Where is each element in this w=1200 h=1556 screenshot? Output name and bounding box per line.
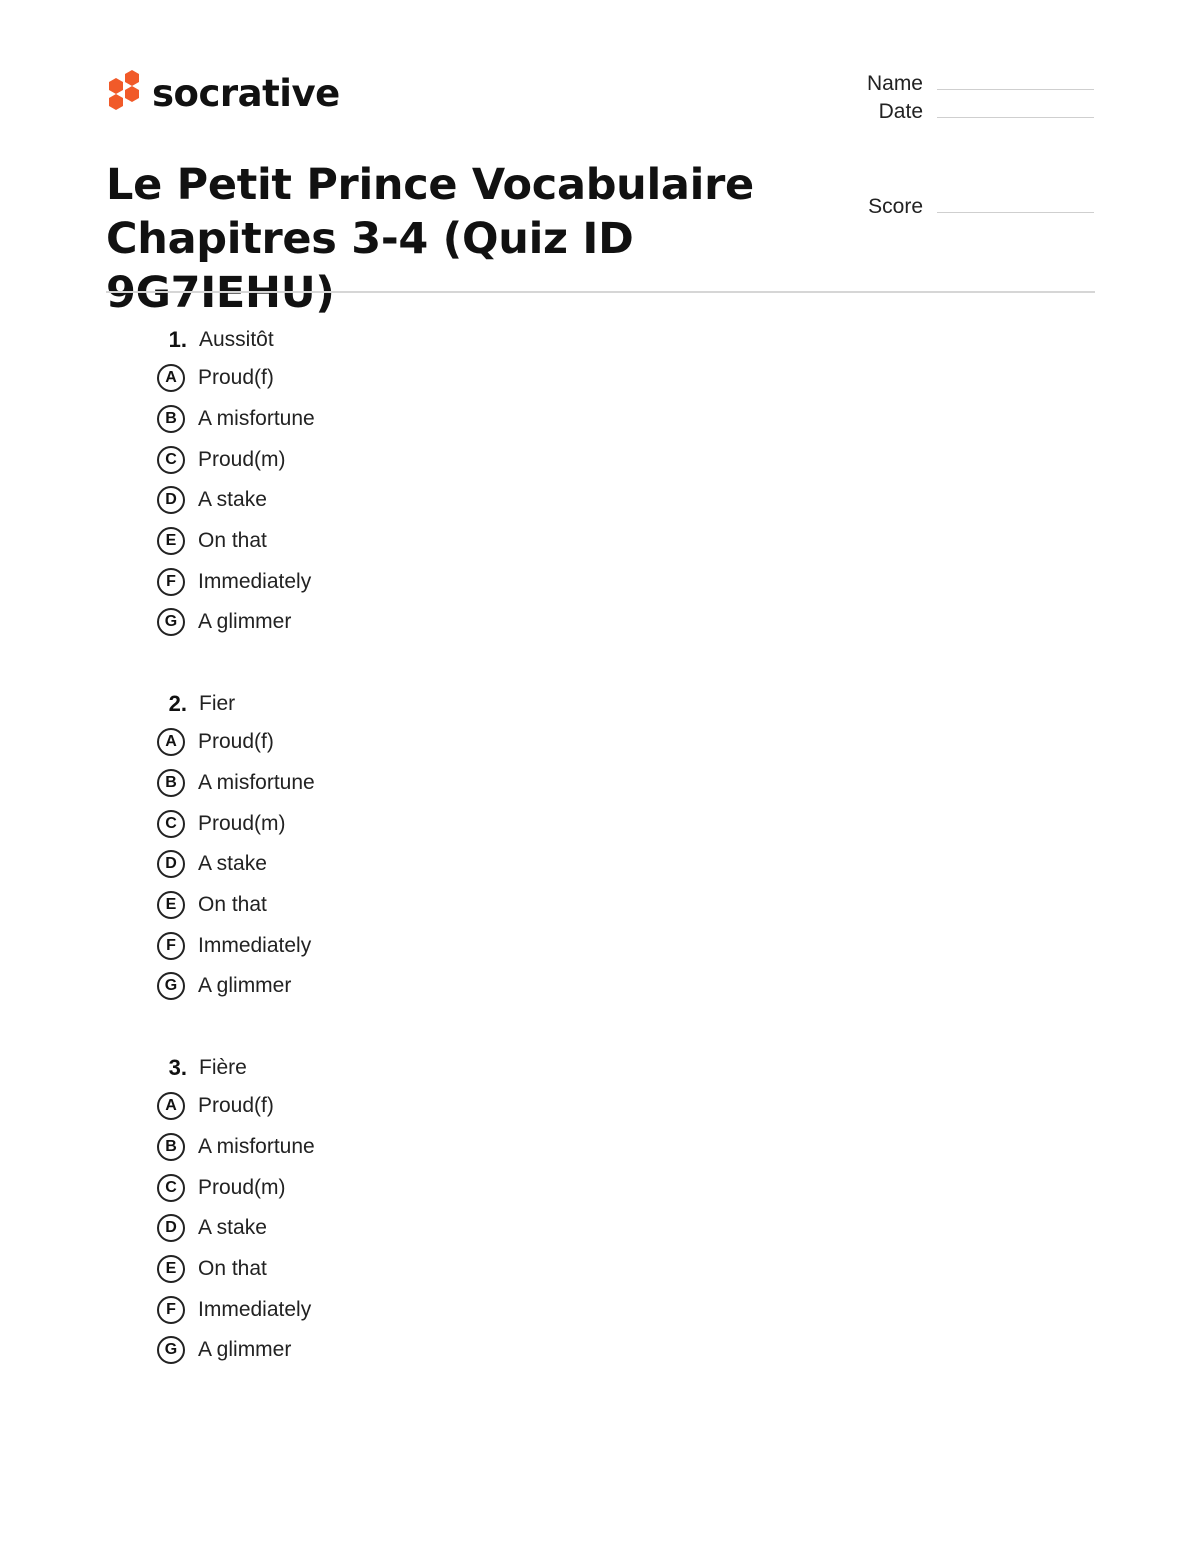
answer-text: Proud(m) xyxy=(198,811,286,835)
answer-option[interactable] xyxy=(156,602,656,643)
title-line-1: Le Petit Prince Vocabulaire xyxy=(106,160,754,210)
date-line[interactable] xyxy=(937,116,1094,118)
question-number: 3. xyxy=(168,1055,187,1080)
answer-letter-circle[interactable]: C xyxy=(157,810,185,838)
answer-letter-circle[interactable]: E xyxy=(157,891,185,919)
answer-option[interactable] xyxy=(156,966,656,1007)
answer-text: Proud(m) xyxy=(198,1175,286,1199)
answer-option[interactable] xyxy=(156,763,656,804)
answer-letter-circle[interactable]: B xyxy=(157,1133,185,1161)
answer-letter-circle[interactable]: F xyxy=(157,932,185,960)
score-line[interactable] xyxy=(937,211,1094,213)
answer-option[interactable] xyxy=(156,1208,656,1249)
question-text: Fière xyxy=(199,1056,247,1079)
answer-letter-circle[interactable]: B xyxy=(157,769,185,797)
answer-letter-circle[interactable]: A xyxy=(157,364,185,392)
question-number: 2. xyxy=(168,691,187,716)
question-header xyxy=(156,686,656,722)
answer-text: Proud(f) xyxy=(198,1094,274,1118)
answer-letter-circle[interactable]: B xyxy=(157,405,185,433)
answer-text: A stake xyxy=(198,1216,267,1240)
name-line[interactable] xyxy=(937,88,1094,90)
answer-text: A misfortune xyxy=(198,407,315,431)
date-label: Date xyxy=(878,100,923,123)
title-line-2: Chapitres 3-4 (Quiz ID 9G7IEHU) xyxy=(106,214,634,318)
answer-letter-circle[interactable]: D xyxy=(157,850,185,878)
answer-option[interactable] xyxy=(156,521,656,562)
answer-option[interactable] xyxy=(156,1127,656,1168)
answer-option[interactable] xyxy=(156,1249,656,1290)
question-1 xyxy=(156,322,656,643)
question-number: 1. xyxy=(168,327,187,352)
answer-letter-circle[interactable]: E xyxy=(157,527,185,555)
answer-text: A glimmer xyxy=(198,610,292,634)
answer-text: A stake xyxy=(198,852,267,876)
answer-letter-circle[interactable]: D xyxy=(157,1214,185,1242)
answer-option[interactable] xyxy=(156,803,656,844)
answer-text: A glimmer xyxy=(198,1338,292,1362)
answer-letter-circle[interactable]: D xyxy=(157,486,185,514)
answer-text: Proud(f) xyxy=(198,366,274,390)
answer-text: Immediately xyxy=(198,1297,312,1321)
answer-letter-circle[interactable]: E xyxy=(157,1255,185,1283)
answer-letter-circle[interactable]: G xyxy=(157,972,185,1000)
answer-letter-circle[interactable]: C xyxy=(157,1174,185,1202)
answer-text: On that xyxy=(198,1257,267,1281)
header-divider xyxy=(106,291,1095,293)
answer-option[interactable] xyxy=(156,561,656,602)
answer-text: A glimmer xyxy=(198,974,292,998)
answer-text: On that xyxy=(198,529,267,553)
answer-option[interactable] xyxy=(156,722,656,763)
question-text: Fier xyxy=(199,692,236,715)
answer-text: Immediately xyxy=(198,569,312,593)
answer-option[interactable] xyxy=(156,1167,656,1208)
answer-letter-circle[interactable]: G xyxy=(157,1336,185,1364)
answer-letter-circle[interactable]: A xyxy=(157,1092,185,1120)
brand-logo xyxy=(106,68,340,118)
question-text: Aussitôt xyxy=(199,328,274,351)
answer-option[interactable] xyxy=(156,399,656,440)
name-field[interactable] xyxy=(800,72,1094,96)
answer-text: Proud(m) xyxy=(198,447,286,471)
name-label: Name xyxy=(866,72,923,95)
brand-name: socrative xyxy=(152,71,340,115)
hexagon-cluster-icon xyxy=(106,69,142,117)
answer-letter-circle[interactable]: C xyxy=(157,446,185,474)
question-2 xyxy=(156,686,656,1007)
question-header xyxy=(156,1050,656,1086)
answer-option[interactable] xyxy=(156,1086,656,1127)
answer-text: On that xyxy=(198,893,267,917)
answer-text: Proud(f) xyxy=(198,730,274,754)
question-header xyxy=(156,322,656,358)
answer-text: Immediately xyxy=(198,933,312,957)
answer-letter-circle[interactable]: G xyxy=(157,608,185,636)
answer-text: A misfortune xyxy=(198,1135,315,1159)
answer-letter-circle[interactable]: F xyxy=(157,1296,185,1324)
answer-option[interactable] xyxy=(156,925,656,966)
answer-letter-circle[interactable]: F xyxy=(157,568,185,596)
answer-option[interactable] xyxy=(156,1330,656,1371)
answer-option[interactable] xyxy=(156,480,656,521)
answer-letter-circle[interactable]: A xyxy=(157,728,185,756)
answer-text: A stake xyxy=(198,488,267,512)
answer-option[interactable] xyxy=(156,439,656,480)
score-label: Score xyxy=(868,195,923,218)
quiz-title xyxy=(106,158,846,320)
answer-option[interactable] xyxy=(156,844,656,885)
answer-option[interactable] xyxy=(156,358,656,399)
question-3 xyxy=(156,1050,656,1371)
date-field[interactable] xyxy=(800,100,1094,124)
answer-option[interactable] xyxy=(156,1289,656,1330)
answer-option[interactable] xyxy=(156,885,656,926)
answer-text: A misfortune xyxy=(198,771,315,795)
